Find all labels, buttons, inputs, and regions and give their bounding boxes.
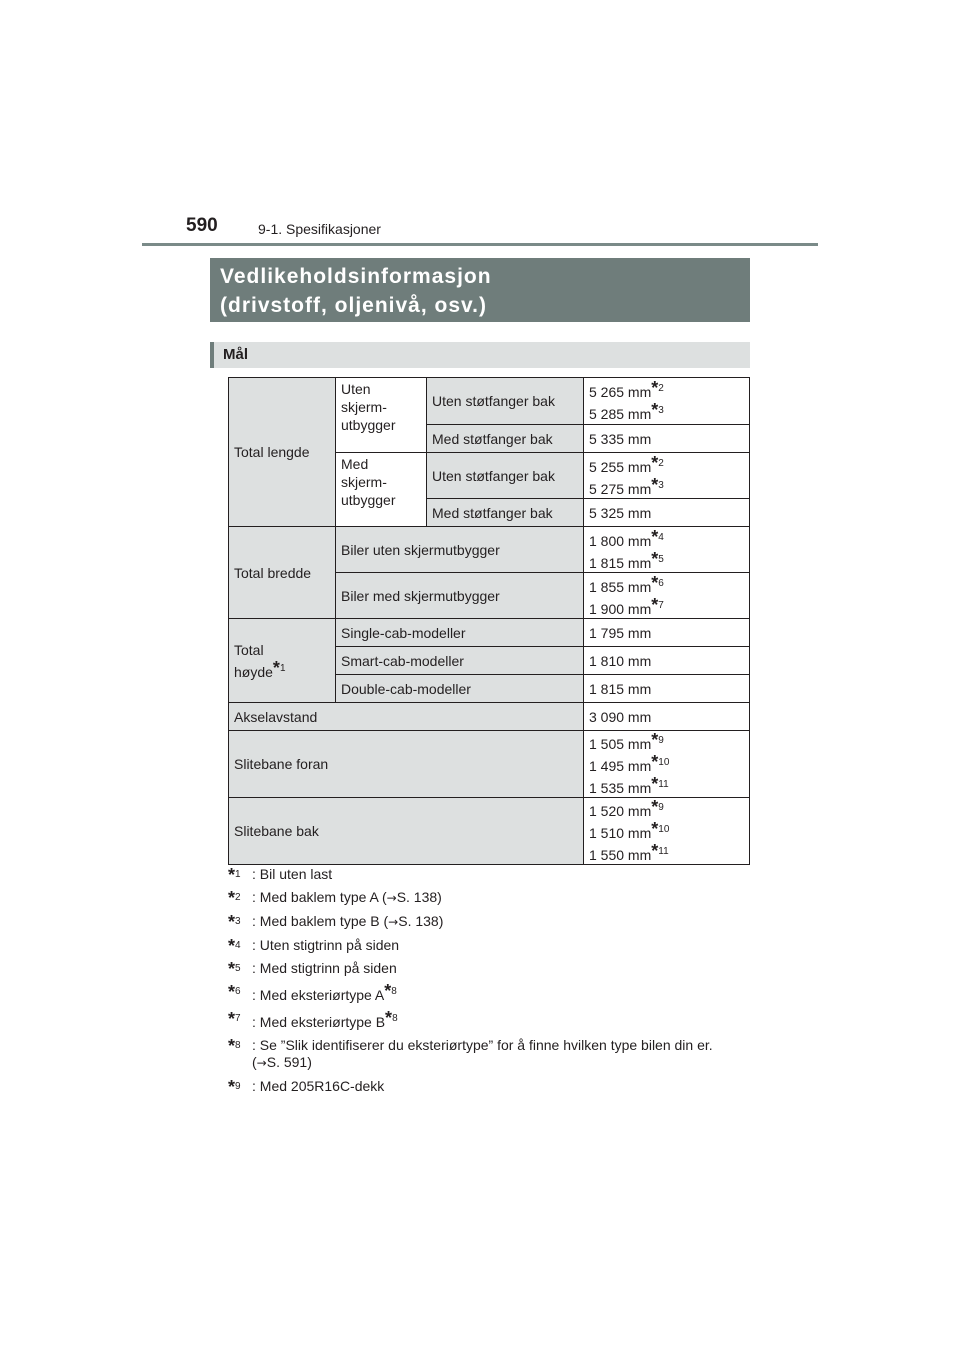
page-title: [210, 258, 750, 322]
cell-label: Uten støtfanger bak: [427, 378, 584, 425]
footnote-asterisk: *: [651, 548, 659, 569]
cell-label: Smart-cab-modeller: [336, 647, 584, 675]
footnote-asterisk: *: [651, 774, 659, 794]
table-row: [229, 619, 750, 647]
footnote-5: *$^5$ : Med stigtrinn på siden: [228, 959, 397, 979]
footnote-asterisk: *: [384, 981, 392, 1001]
cell-value: 1 505 mm*$^9$ 1 495 mm*$^{10}$ 1 535 mm*$^{11}$: [584, 731, 750, 798]
cell-value: 1 810 mm: [584, 647, 750, 675]
footnote-asterisk: *: [651, 378, 659, 398]
footnote-asterisk: *: [651, 452, 659, 473]
footnote-asterisk: *: [228, 959, 236, 979]
dimensions-table: [228, 377, 750, 865]
footnote-asterisk: *: [228, 1009, 236, 1029]
footnote-asterisk: *: [651, 526, 659, 547]
arrow-right-icon: →: [386, 891, 397, 905]
row-header-slitebane-bak: Slitebane bak: [229, 798, 584, 865]
footnote-asterisk: *: [651, 797, 659, 817]
page-number: 590: [186, 215, 218, 236]
subsection-title: Mål: [223, 346, 249, 363]
page-reference-link[interactable]: S. 138): [398, 913, 444, 929]
cell-med-skjermutbygger: Med skjerm- utbygger: [336, 453, 427, 527]
cell-label: Med støtfanger bak: [427, 499, 584, 527]
page-reference-link[interactable]: S. 591): [266, 1054, 312, 1070]
cell-value: 1 800 mm*$^4$ 1 815 mm*$^5$: [584, 527, 750, 573]
footnote-asterisk: *: [651, 819, 659, 839]
footnote-4: *$^4$ : Uten stigtrinn på siden: [228, 936, 400, 956]
footnote-asterisk: *: [651, 594, 659, 615]
footnote-asterisk: *: [228, 1036, 236, 1056]
footnote-asterisk: *: [228, 912, 236, 932]
footnote-asterisk: *: [651, 841, 659, 861]
cell-value: 5 335 mm: [584, 425, 750, 453]
cell-label: Double-cab-modeller: [336, 675, 584, 703]
footnote-asterisk: *: [228, 865, 236, 885]
table-row: [229, 527, 750, 573]
header-rule: [142, 243, 818, 246]
cell-label: Biler uten skjermutbygger: [336, 527, 584, 573]
footnote-asterisk: *: [651, 730, 659, 750]
table-row: [229, 731, 750, 798]
row-header-total-lengde: Total lengde: [229, 378, 336, 527]
table-row: [229, 798, 750, 865]
footnote-asterisk: *: [651, 400, 659, 420]
footnote-6: *$^6$ : Med eksteriørtype A*$^8$: [228, 981, 397, 1003]
cell-label: Uten støtfanger bak: [427, 453, 584, 499]
footnote-8: *$^8$ : Se ”Slik identifiserer du eksteriørtype” for å finne hvilken type bilen din er. (→S. 591): [228, 1036, 713, 1070]
page-title-line2: (drivstoff, oljenivå, osv.): [220, 294, 487, 317]
row-header-total-hoyde: Total høyde*$^1$: [229, 619, 336, 703]
footnotes: [228, 866, 758, 1101]
footnote-asterisk: *: [228, 888, 236, 908]
cell-value: 3 090 mm: [584, 703, 750, 731]
cell-value: 5 265 mm*$^2$ 5 285 mm*$^3$: [584, 378, 750, 425]
footnote-asterisk: *: [228, 982, 236, 1002]
row-header-akselavstand: Akselavstand: [229, 703, 584, 731]
table-row: [229, 378, 750, 425]
section-title: 9-1. Spesifikasjoner: [258, 221, 381, 237]
cell-label: Single-cab-modeller: [336, 619, 584, 647]
cell-value: 1 855 mm*$^6$ 1 900 mm*$^7$: [584, 573, 750, 619]
footnote-asterisk: *: [228, 936, 236, 956]
cell-value: 5 325 mm: [584, 499, 750, 527]
arrow-right-icon: →: [388, 915, 399, 929]
page-reference-link[interactable]: S. 138): [396, 889, 442, 905]
subsection-header: [210, 342, 750, 368]
arrow-right-icon: →: [256, 1056, 267, 1070]
cell-value: 1 795 mm: [584, 619, 750, 647]
footnote-1: *$^1$ : Bil uten last: [228, 865, 333, 885]
subsection-accent-bar: [210, 342, 214, 368]
row-header-slitebane-foran: Slitebane foran: [229, 731, 584, 798]
cell-value: 5 255 mm*$^2$ 5 275 mm*$^3$: [584, 453, 750, 499]
footnote-9: *$^9$ : Med 205R16C-dekk: [228, 1077, 385, 1097]
table-row: [229, 703, 750, 731]
footnote-asterisk: *: [651, 752, 659, 772]
footnote-asterisk: *: [228, 1077, 236, 1097]
cell-value: 1 815 mm: [584, 675, 750, 703]
cell-uten-skjermutbygger: Uten skjerm- utbygger: [336, 378, 427, 453]
cell-label: Med støtfanger bak: [427, 425, 584, 453]
footnote-7: *$^7$ : Med eksteriørtype B*$^8$: [228, 1008, 398, 1030]
page-title-line1: Vedlikeholdsinformasjon: [220, 265, 492, 288]
footnote-asterisk: *: [651, 474, 659, 495]
footnote-3: *$^3$ : Med baklem type B (→S. 138): [228, 912, 444, 932]
cell-value: 1 520 mm*$^9$ 1 510 mm*$^{10}$ 1 550 mm*$^{11}$: [584, 798, 750, 865]
cell-label: Biler med skjermutbygger: [336, 573, 584, 619]
footnote-asterisk: *: [651, 572, 659, 593]
footnote-asterisk: *: [272, 657, 280, 678]
footnote-asterisk: *: [385, 1008, 393, 1028]
row-header-total-bredde: Total bredde: [229, 527, 336, 619]
footnote-2: *$^2$ : Med baklem type A (→S. 138): [228, 888, 442, 908]
